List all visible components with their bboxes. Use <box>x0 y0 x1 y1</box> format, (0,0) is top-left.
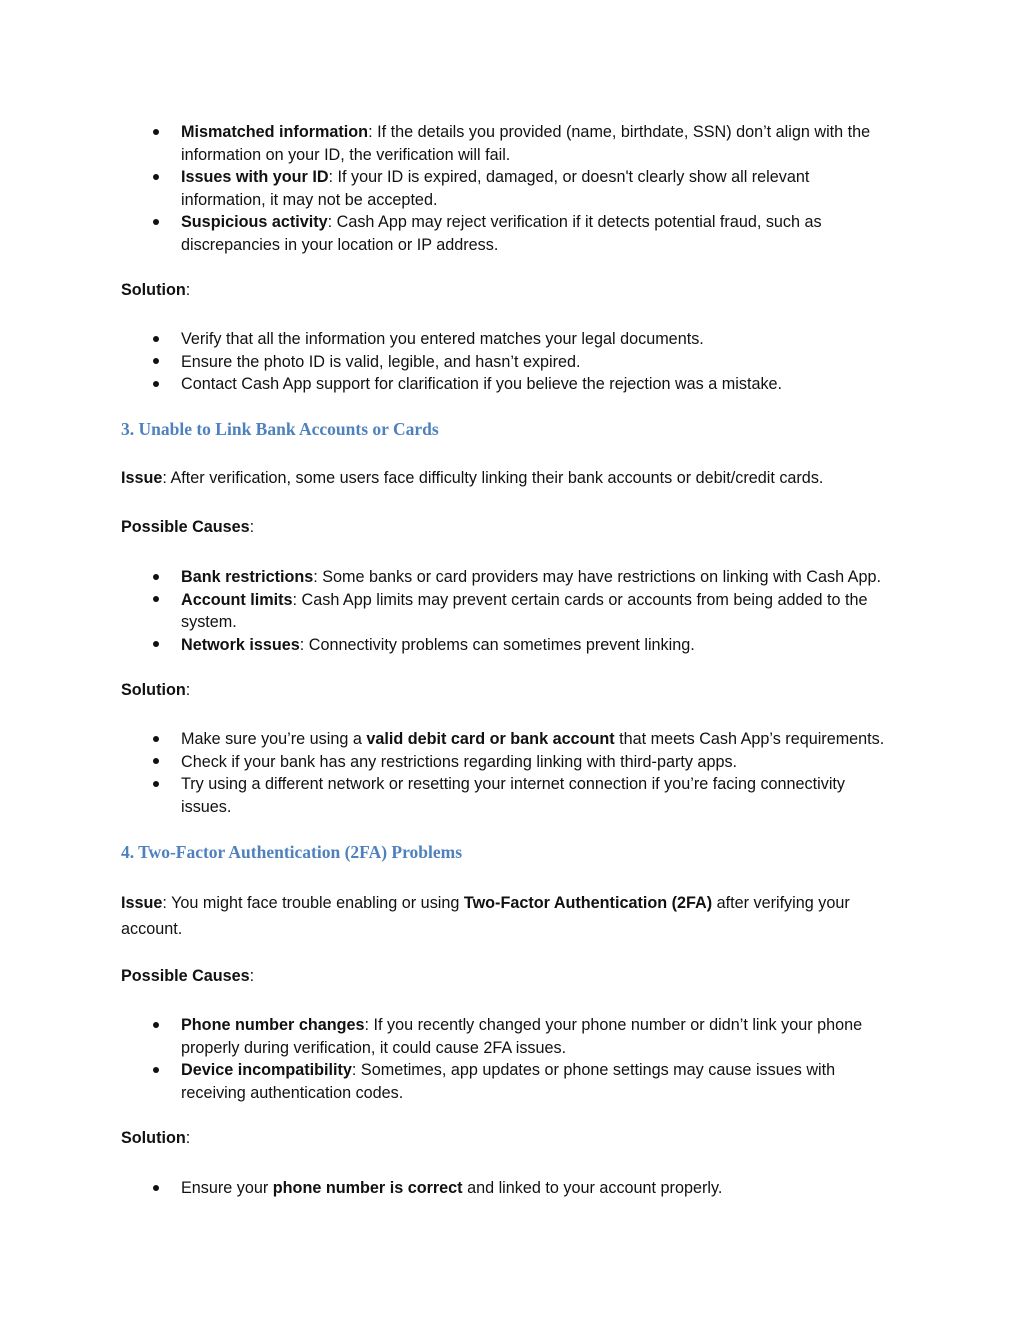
bullet-list-solutions <box>0 728 1024 818</box>
list-item: Check if your bank has any restrictions regarding linking with third-party apps. <box>0 751 1024 774</box>
bullet-icon <box>151 589 161 612</box>
solution-label: Solution: <box>121 281 191 299</box>
bullet-icon <box>151 751 161 774</box>
section-heading: 3. Unable to Link Bank Accounts or Cards <box>121 419 439 439</box>
list-item: Suspicious activity: Cash App may reject verification if it detects potential fraud, such as discrepancies in your location or IP address. <box>0 211 1024 256</box>
list-item: Account limits: Cash App limits may prevent certain cards or accounts from being added to the system. <box>0 589 1024 634</box>
bullet-icon <box>151 166 161 189</box>
bullet-icon <box>151 1059 161 1082</box>
list-item: Contact Cash App support for clarification if you believe the rejection was a mistake. <box>0 373 1024 396</box>
bullet-icon <box>151 634 161 657</box>
list-item: Ensure your phone number is correct and linked to your account properly. <box>0 1177 1024 1200</box>
bullet-icon <box>151 351 161 374</box>
list-item: Issues with your ID: If your ID is expired, damaged, or doesn't clearly show all relevant information, it may not be accepted. <box>0 166 1024 211</box>
list-item: Bank restrictions: Some banks or card providers may have restrictions on linking with Cash App. <box>0 566 1024 589</box>
list-item: Ensure the photo ID is valid, legible, and hasn’t expired. <box>0 351 1024 374</box>
bullet-icon <box>151 328 161 351</box>
bullet-icon <box>151 728 161 751</box>
bullet-icon <box>151 773 161 796</box>
list-item: Device incompatibility: Sometimes, app updates or phone settings may cause issues with receiving authentication codes. <box>0 1059 1024 1104</box>
list-item: Try using a different network or resetting your internet connection if you’re facing connectivity issues. <box>0 773 1024 818</box>
bullet-list-solutions <box>0 328 1024 396</box>
bullet-icon <box>151 373 161 396</box>
bullet-list-causes <box>0 1014 1024 1104</box>
solution-label: Solution: <box>121 1129 191 1147</box>
list-item: Phone number changes: If you recently changed your phone number or didn’t link your phone properly during verification, it could cause 2FA issues. <box>0 1014 1024 1059</box>
solution-label: Solution: <box>121 681 191 699</box>
bullet-list-causes <box>0 566 1024 656</box>
list-item: Mismatched information: If the details you provided (name, birthdate, SSN) don’t align with the information on your ID, the verification will fail. <box>0 121 1024 166</box>
bullet-icon <box>151 1014 161 1037</box>
list-item: Verify that all the information you entered matches your legal documents. <box>0 328 1024 351</box>
issue-paragraph: Issue: You might face trouble enabling or using Two-Factor Authentication (2FA) after verifying your account. <box>121 894 850 938</box>
issue-paragraph: Issue: After verification, some users face difficulty linking their bank accounts or debit/credit cards. <box>121 469 824 487</box>
bullet-icon <box>151 566 161 589</box>
bullet-icon <box>151 121 161 144</box>
possible-causes-label: Possible Causes: <box>121 967 255 985</box>
list-item: Make sure you’re using a valid debit card or bank account that meets Cash App’s requirements. <box>0 728 1024 751</box>
bullet-icon <box>151 211 161 234</box>
list-item: Network issues: Connectivity problems can sometimes prevent linking. <box>0 634 1024 657</box>
bullet-icon <box>151 1177 161 1200</box>
bullet-list-solutions <box>0 1177 1024 1200</box>
possible-causes-label: Possible Causes: <box>121 518 255 536</box>
section-heading: 4. Two-Factor Authentication (2FA) Problems <box>121 842 463 862</box>
bullet-list-verification-causes <box>0 121 1024 256</box>
